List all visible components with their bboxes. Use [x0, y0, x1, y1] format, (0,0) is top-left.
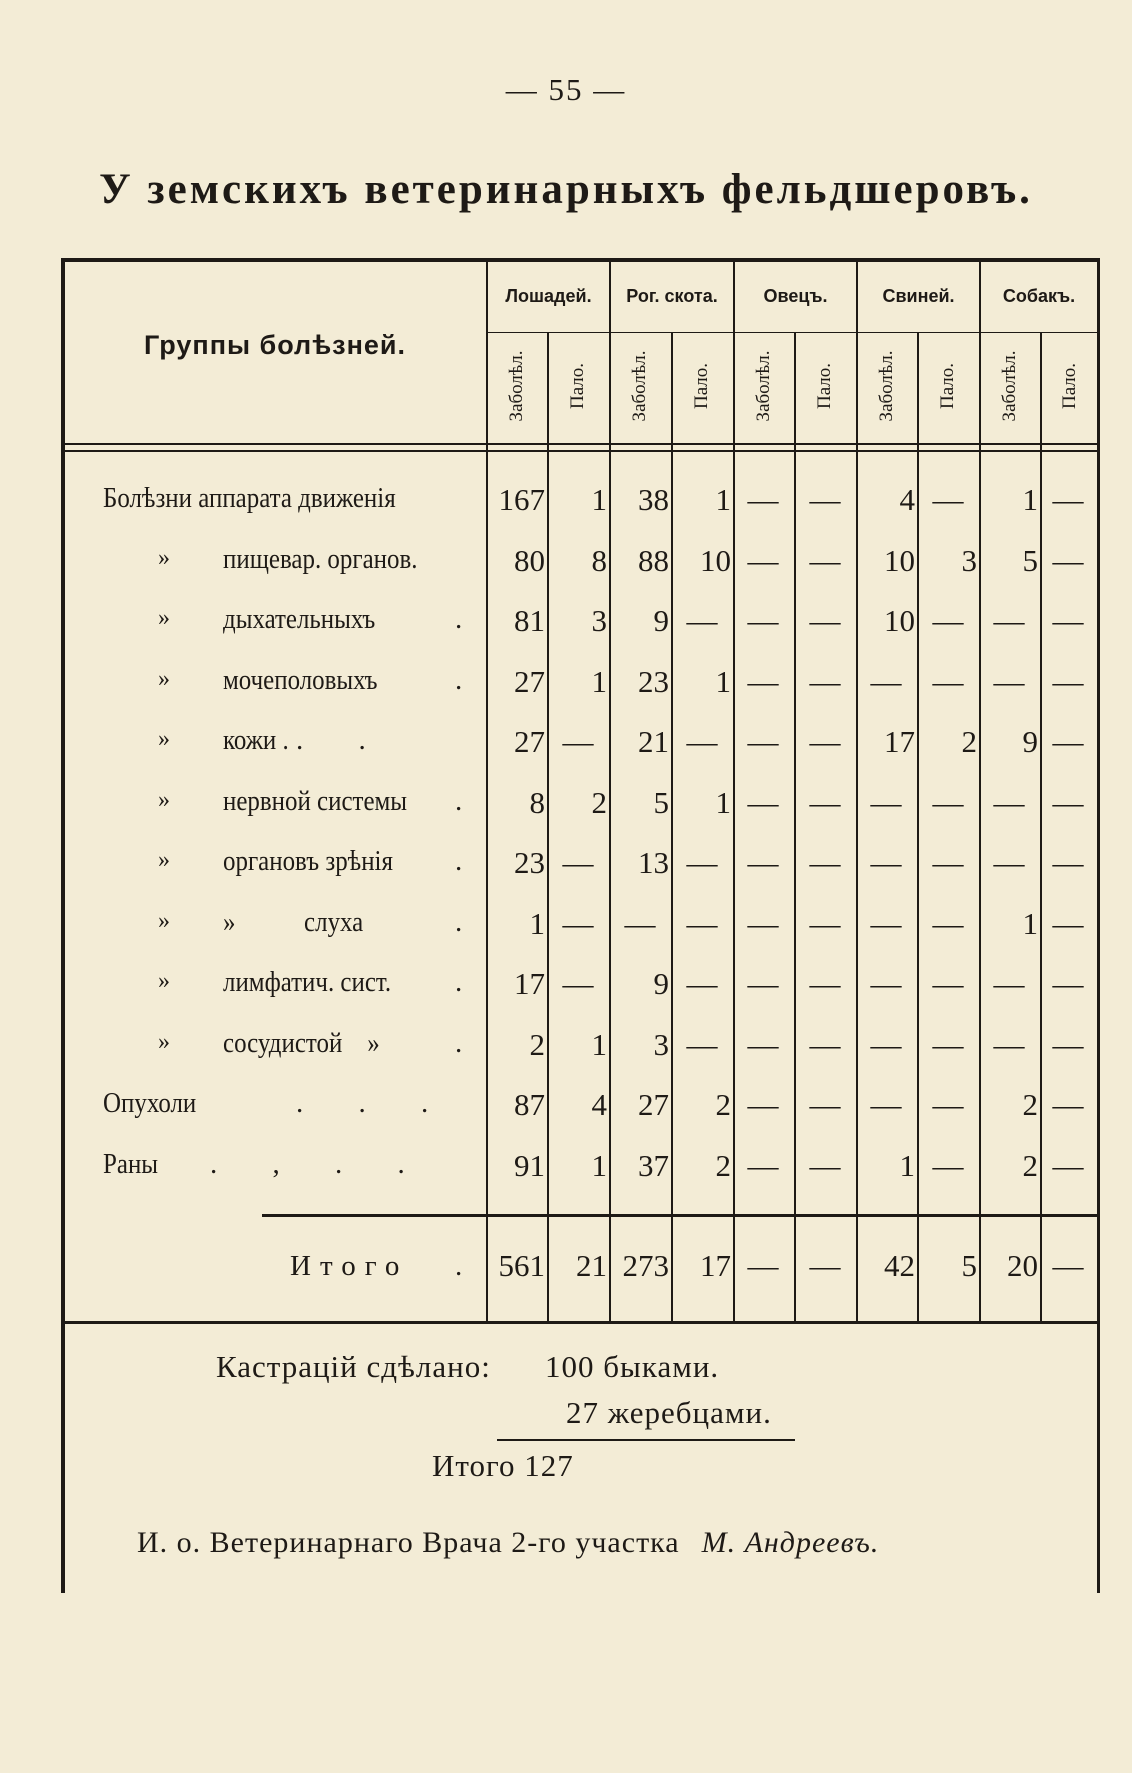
castration-label: Кастрацій сдѣлано: [216, 1349, 491, 1384]
total-cell: — [747, 1248, 779, 1283]
table-left-border [61, 258, 65, 1593]
row-name: » слуха [223, 906, 364, 938]
table-cell: — [1052, 906, 1084, 941]
table-cell: 9 [653, 603, 669, 638]
leader-dots: . [455, 845, 463, 877]
table-cell: 2 [529, 1027, 545, 1062]
table-cell: — [1052, 845, 1084, 880]
table-cell: — [809, 1087, 841, 1122]
table-cell: — [993, 785, 1025, 820]
table-cell: — [932, 603, 964, 638]
table-cell: — [932, 482, 964, 517]
table-cell: — [562, 966, 594, 1001]
table-cell: — [747, 845, 779, 880]
table-cell: 1 [1022, 482, 1038, 517]
subheader-died: Пало. [567, 362, 588, 410]
total-cell: 561 [498, 1248, 545, 1283]
table-cell: — [870, 1087, 902, 1122]
table-right-border [1097, 258, 1100, 1593]
total-cell: 5 [961, 1248, 977, 1283]
subheader-sick: Заболѣл. [629, 350, 650, 422]
table-cell: — [686, 906, 718, 941]
table-cell: — [1052, 1148, 1084, 1183]
table-cell: — [747, 482, 779, 517]
table-cell: — [932, 1027, 964, 1062]
table-cell: 2 [715, 1087, 731, 1122]
signature-title: И. о. Ветеринарнаго Врача 2-го участка [137, 1526, 680, 1559]
leader-dots: . [455, 603, 463, 635]
table-cell: 2 [1022, 1087, 1038, 1122]
row-label: Болѣзни аппарата движенія [103, 482, 396, 514]
table-cell: — [870, 1027, 902, 1062]
table-cell: 80 [514, 543, 545, 578]
table-cell: — [747, 1027, 779, 1062]
table-cell: 8 [591, 543, 607, 578]
animal-header-pigs: Свиней. [882, 286, 955, 306]
table-cell: 1 [591, 1027, 607, 1062]
table-cell: — [747, 1148, 779, 1183]
table-cell: — [562, 906, 594, 941]
table-cell: 3 [591, 603, 607, 638]
table-cell: — [747, 966, 779, 1001]
castration-stallions: 27 жеребцами. [566, 1395, 772, 1430]
table-cell: — [1052, 482, 1084, 517]
table-cell: — [809, 664, 841, 699]
table-cell: — [747, 724, 779, 759]
table-cell: — [562, 845, 594, 880]
table-cell: — [686, 845, 718, 880]
table-cell: — [1052, 785, 1084, 820]
table-cell: — [747, 603, 779, 638]
table-cell: — [624, 906, 656, 941]
animal-header-cattle: Рог. скота. [626, 286, 718, 306]
table-cell: 1 [1022, 906, 1038, 941]
table-cell: 1 [899, 1148, 915, 1183]
row-name: мочеполовыхъ [223, 664, 378, 696]
table-cell: 1 [715, 664, 731, 699]
total-dots: . [455, 1250, 463, 1282]
table-cell: — [747, 1087, 779, 1122]
row-name: кожи . [223, 724, 289, 756]
table-cell: 1 [591, 482, 607, 517]
table-cell: 167 [498, 482, 545, 517]
table-cell: — [809, 845, 841, 880]
table-cell: 38 [638, 482, 669, 517]
table-cell: — [870, 966, 902, 1001]
table-cell: 1 [591, 664, 607, 699]
table-cell: 1 [715, 785, 731, 820]
total-divider [262, 1214, 1097, 1217]
table-cell: 23 [638, 664, 669, 699]
table-cell: — [686, 603, 718, 638]
table-cell: — [562, 724, 594, 759]
subheader-died: Пало. [1059, 362, 1080, 410]
total-cell: — [809, 1248, 841, 1283]
table-cell: 9 [1022, 724, 1038, 759]
table-cell: 2 [961, 724, 977, 759]
table-cell: — [809, 966, 841, 1001]
table-cell: — [870, 785, 902, 820]
table-cell: — [932, 1087, 964, 1122]
table-cell: 10 [884, 543, 915, 578]
table-cell: — [870, 664, 902, 699]
table-cell: — [932, 664, 964, 699]
leader-dots: . , . . [210, 1148, 429, 1180]
subheader-sick: Заболѣл. [999, 350, 1020, 422]
total-cell: 20 [1007, 1248, 1038, 1283]
table-cell: — [1052, 1087, 1084, 1122]
table-cell: 87 [514, 1087, 545, 1122]
table-cell: — [747, 543, 779, 578]
table-cell: 2 [591, 785, 607, 820]
table-cell: 5 [653, 785, 669, 820]
table-cell: 1 [715, 482, 731, 517]
table-cell: 8 [529, 785, 545, 820]
table-cell: 13 [638, 845, 669, 880]
table-cell: 5 [1022, 543, 1038, 578]
ditto-mark: » [158, 605, 170, 631]
table-cell: — [809, 482, 841, 517]
table-cell: — [932, 1148, 964, 1183]
table-cell: — [1052, 1027, 1084, 1062]
ditto-mark: » [158, 968, 170, 994]
ditto-mark: » [158, 847, 170, 873]
subheader-died: Пало. [814, 362, 835, 410]
table-cell: — [1052, 664, 1084, 699]
total-cell: 21 [576, 1248, 607, 1283]
table-cell: 88 [638, 543, 669, 578]
table-cell: — [747, 906, 779, 941]
ditto-mark: » [158, 787, 170, 813]
ditto-mark: » [158, 908, 170, 934]
row-name: лимфатич. сист. [223, 966, 392, 998]
subheader-sick: Заболѣл. [753, 350, 774, 422]
leader-dots: . [455, 664, 463, 696]
table-cell: 2 [1022, 1148, 1038, 1183]
subheader-sick: Заболѣл. [506, 350, 527, 422]
table-cell: 2 [715, 1148, 731, 1183]
table-cell: 81 [514, 603, 545, 638]
animal-header-horses: Лошадей. [505, 286, 592, 306]
page-number: — 55 — [505, 72, 627, 107]
leader-dots: . [455, 1027, 463, 1059]
table-cell: 91 [514, 1148, 545, 1183]
table-cell: 27 [638, 1087, 669, 1122]
row-name: пищевар. органов. [223, 543, 418, 575]
row-name: органовъ зрѣнія [223, 845, 393, 877]
table-cell: — [1052, 966, 1084, 1001]
subheader-sick: Заболѣл. [876, 350, 897, 422]
leader-dots: . [455, 966, 463, 998]
castration-sum-line [497, 1439, 795, 1441]
table-cell: 17 [884, 724, 915, 759]
table-top-border [61, 258, 1099, 262]
table-cell: 10 [700, 543, 731, 578]
signature-name: М. Андреевъ. [701, 1526, 880, 1559]
ditto-mark: » [158, 545, 170, 571]
castration-total: Итого 127 [432, 1448, 574, 1483]
total-cell: 42 [884, 1248, 915, 1283]
table-cell: — [1052, 724, 1084, 759]
table-cell: — [809, 603, 841, 638]
total-cell: 273 [622, 1248, 669, 1283]
table-cell: 3 [653, 1027, 669, 1062]
table-cell: 27 [514, 724, 545, 759]
table-cell: — [993, 966, 1025, 1001]
table-cell: — [747, 664, 779, 699]
animal-header-sheep: Овецъ. [763, 286, 828, 306]
total-label: Итого [290, 1250, 409, 1282]
table-cell: — [686, 966, 718, 1001]
table-cell: 37 [638, 1148, 669, 1183]
ditto-mark: » [158, 726, 170, 752]
ditto-mark: » [158, 1029, 170, 1055]
table-cell: — [932, 845, 964, 880]
table-cell: — [993, 1027, 1025, 1062]
table-cell: 9 [653, 966, 669, 1001]
table-cell: 1 [529, 906, 545, 941]
signature [137, 1526, 879, 1560]
table-cell: 10 [884, 603, 915, 638]
row-label: Раны [103, 1148, 159, 1180]
subheader-died: Пало. [937, 362, 958, 410]
table-cell: — [809, 724, 841, 759]
leader-dots: . . [296, 724, 390, 756]
table-cell: — [809, 906, 841, 941]
table-cell: — [809, 785, 841, 820]
table-cell: 4 [899, 482, 915, 517]
table-cell: — [686, 1027, 718, 1062]
leader-dots: . [455, 906, 463, 938]
header-divider-1 [65, 443, 1097, 445]
table-cell: — [809, 1027, 841, 1062]
animal-header-divider [487, 332, 1099, 333]
row-name: сосудистой » [223, 1027, 380, 1059]
row-name: нервной системы [223, 785, 408, 817]
table-bottom-border [65, 1321, 1097, 1324]
ditto-mark: » [158, 666, 170, 692]
table-cell: 3 [961, 543, 977, 578]
table-cell: 23 [514, 845, 545, 880]
table-cell: 4 [591, 1087, 607, 1122]
table-cell: — [870, 906, 902, 941]
table-cell: — [993, 664, 1025, 699]
animal-header-dogs: Собакъ. [1002, 286, 1076, 306]
groups-header: Группы болѣзней. [143, 330, 407, 360]
row-label: Опухоли [103, 1087, 197, 1119]
table-cell: — [809, 543, 841, 578]
leader-dots: . [455, 785, 463, 817]
table-cell: — [1052, 603, 1084, 638]
table-cell: — [1052, 543, 1084, 578]
leader-dots: . . . [296, 1087, 453, 1119]
table-cell: 21 [638, 724, 669, 759]
table-cell: 1 [591, 1148, 607, 1183]
row-name: дыхательныхъ [223, 603, 376, 635]
table-cell: 27 [514, 664, 545, 699]
table-cell: — [993, 603, 1025, 638]
total-cell: 17 [700, 1248, 731, 1283]
total-cell: — [1052, 1248, 1084, 1283]
castration-bulls: 100 быками. [545, 1349, 720, 1384]
header-divider-2 [65, 450, 1097, 452]
table-cell: — [932, 785, 964, 820]
table-cell: — [932, 966, 964, 1001]
table-cell: — [747, 785, 779, 820]
table-cell: — [686, 724, 718, 759]
table-cell: — [993, 845, 1025, 880]
table-cell: — [932, 906, 964, 941]
table-cell: — [809, 1148, 841, 1183]
table-cell: — [870, 845, 902, 880]
page-title: У земскихъ ветеринарныхъ фельдшеровъ. [99, 166, 1033, 213]
table-cell: 17 [514, 966, 545, 1001]
subheader-died: Пало. [691, 362, 712, 410]
